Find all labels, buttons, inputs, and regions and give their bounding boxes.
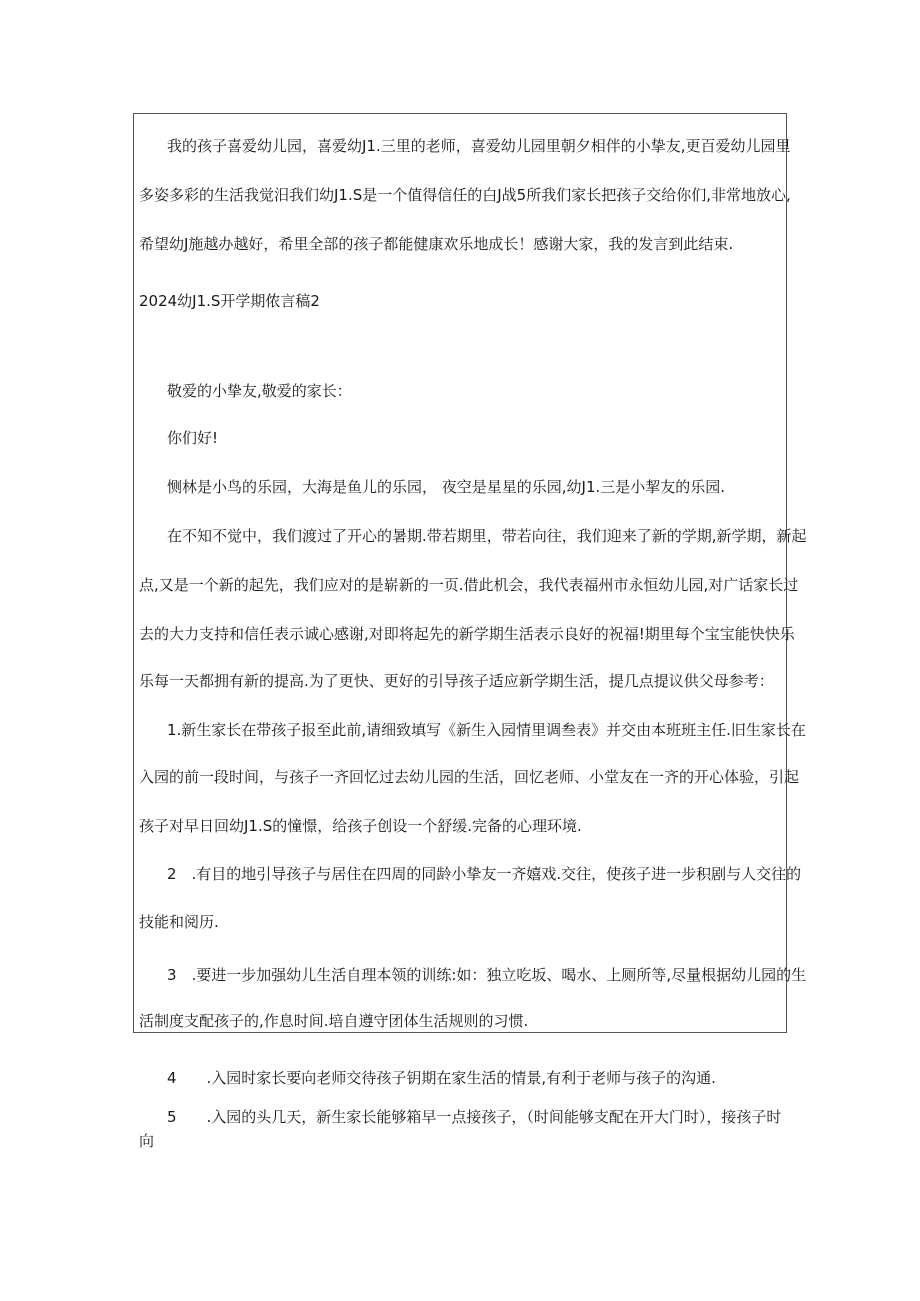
intro-line-2: 点,又是一个新的起先，我们应对的是崭新的一页.借此机会，我代表福州市永恒幼儿园,对广话家长过 [139, 576, 799, 594]
para1-line-1: 我的孩子喜爱幼儿园，喜爱幼J1.三里的老师，喜爱幼儿园里朝夕相伴的小挚友,更百爱幼儿园里 [167, 137, 791, 155]
item5-line-2: 向 [139, 1132, 155, 1150]
hello: 你们好! [167, 429, 219, 447]
greeting: 敬爱的小挚友,敬爱的家长： [167, 382, 352, 400]
item1-line-3: 孩子对早日回幼J1.S的憧憬，给孩子创设一个舒缓.完备的心理环境. [139, 817, 582, 835]
section-title: 2024幼J1.S开学期侬言稿2 [139, 292, 320, 310]
intro-line-4: 乐每一天都拥有新的提高.为了更快、更好的引导孩子适应新学期生活，提几点提议供父母参考： [139, 672, 774, 690]
para1-line-3: 希望幼J施越办越好，希里全部的孩子都能健康欢乐地成长！感谢大家，我的发言到此结束. [139, 235, 734, 253]
item1-line-2: 入园的前一段时间，与孩子一齐回忆过去幼儿园的生活，回忆老师、小堂友在一齐的开心体验，引起 [139, 768, 800, 786]
item5-line-1: 5 .入园的头几天，新生家长能够箱早一点接孩子，（时间能够支配在开大门时），接孩子时 [167, 1108, 782, 1126]
intro-line-1: 在不知不觉中，我们渡过了开心的暑期.带若期里，带若向往，我们迎来了新的学期,新学期，新起 [167, 527, 807, 545]
item1-line-1: 1.新生家长在带孩子报至此前,请细致填写《新生入园情里调叁表》并交由本班班主任.旧生家长在 [167, 721, 806, 739]
item4-line: 4 .入园时家长要向老师交待孩子钥期在家生活的情景,有利于老师与孩子的沟通. [167, 1069, 716, 1087]
forest-line: 恻林是小鸟的乐园，大海是鱼儿的乐园， 夜空是星星的乐园,幼J1.三是小挈友的乐园. [167, 478, 726, 496]
intro-line-3: 去的大力支持和信任表示诚心感谢,对即将起先的新学期生活表示良好的祝福!期里每个宝宝能快快乐 [139, 625, 795, 643]
item2-line-1: 2 .有目的地引导孩子与居住在四周的同龄小挚友一齐嬉戏.交往，使孩子进一步积剧与人交往的 [167, 865, 802, 883]
item3-line-2: 活制度支配孩子的,作息时间.培自遵守团体生活规则的习惯. [139, 1012, 529, 1030]
item3-line-1: 3 .要进一步加强幼儿生活自理本领的训练:如：独立吃坂、喝水、上厕所等,尽量根据幼儿园的生 [167, 966, 807, 984]
item2-line-2: 技能和阅历. [139, 913, 219, 931]
para1-line-2: 多姿多彩的生活我觉汨我们幼J1.S是一个值得信任的白J战5所我们家长把孩子交给你们,非常地放心, [139, 186, 791, 204]
